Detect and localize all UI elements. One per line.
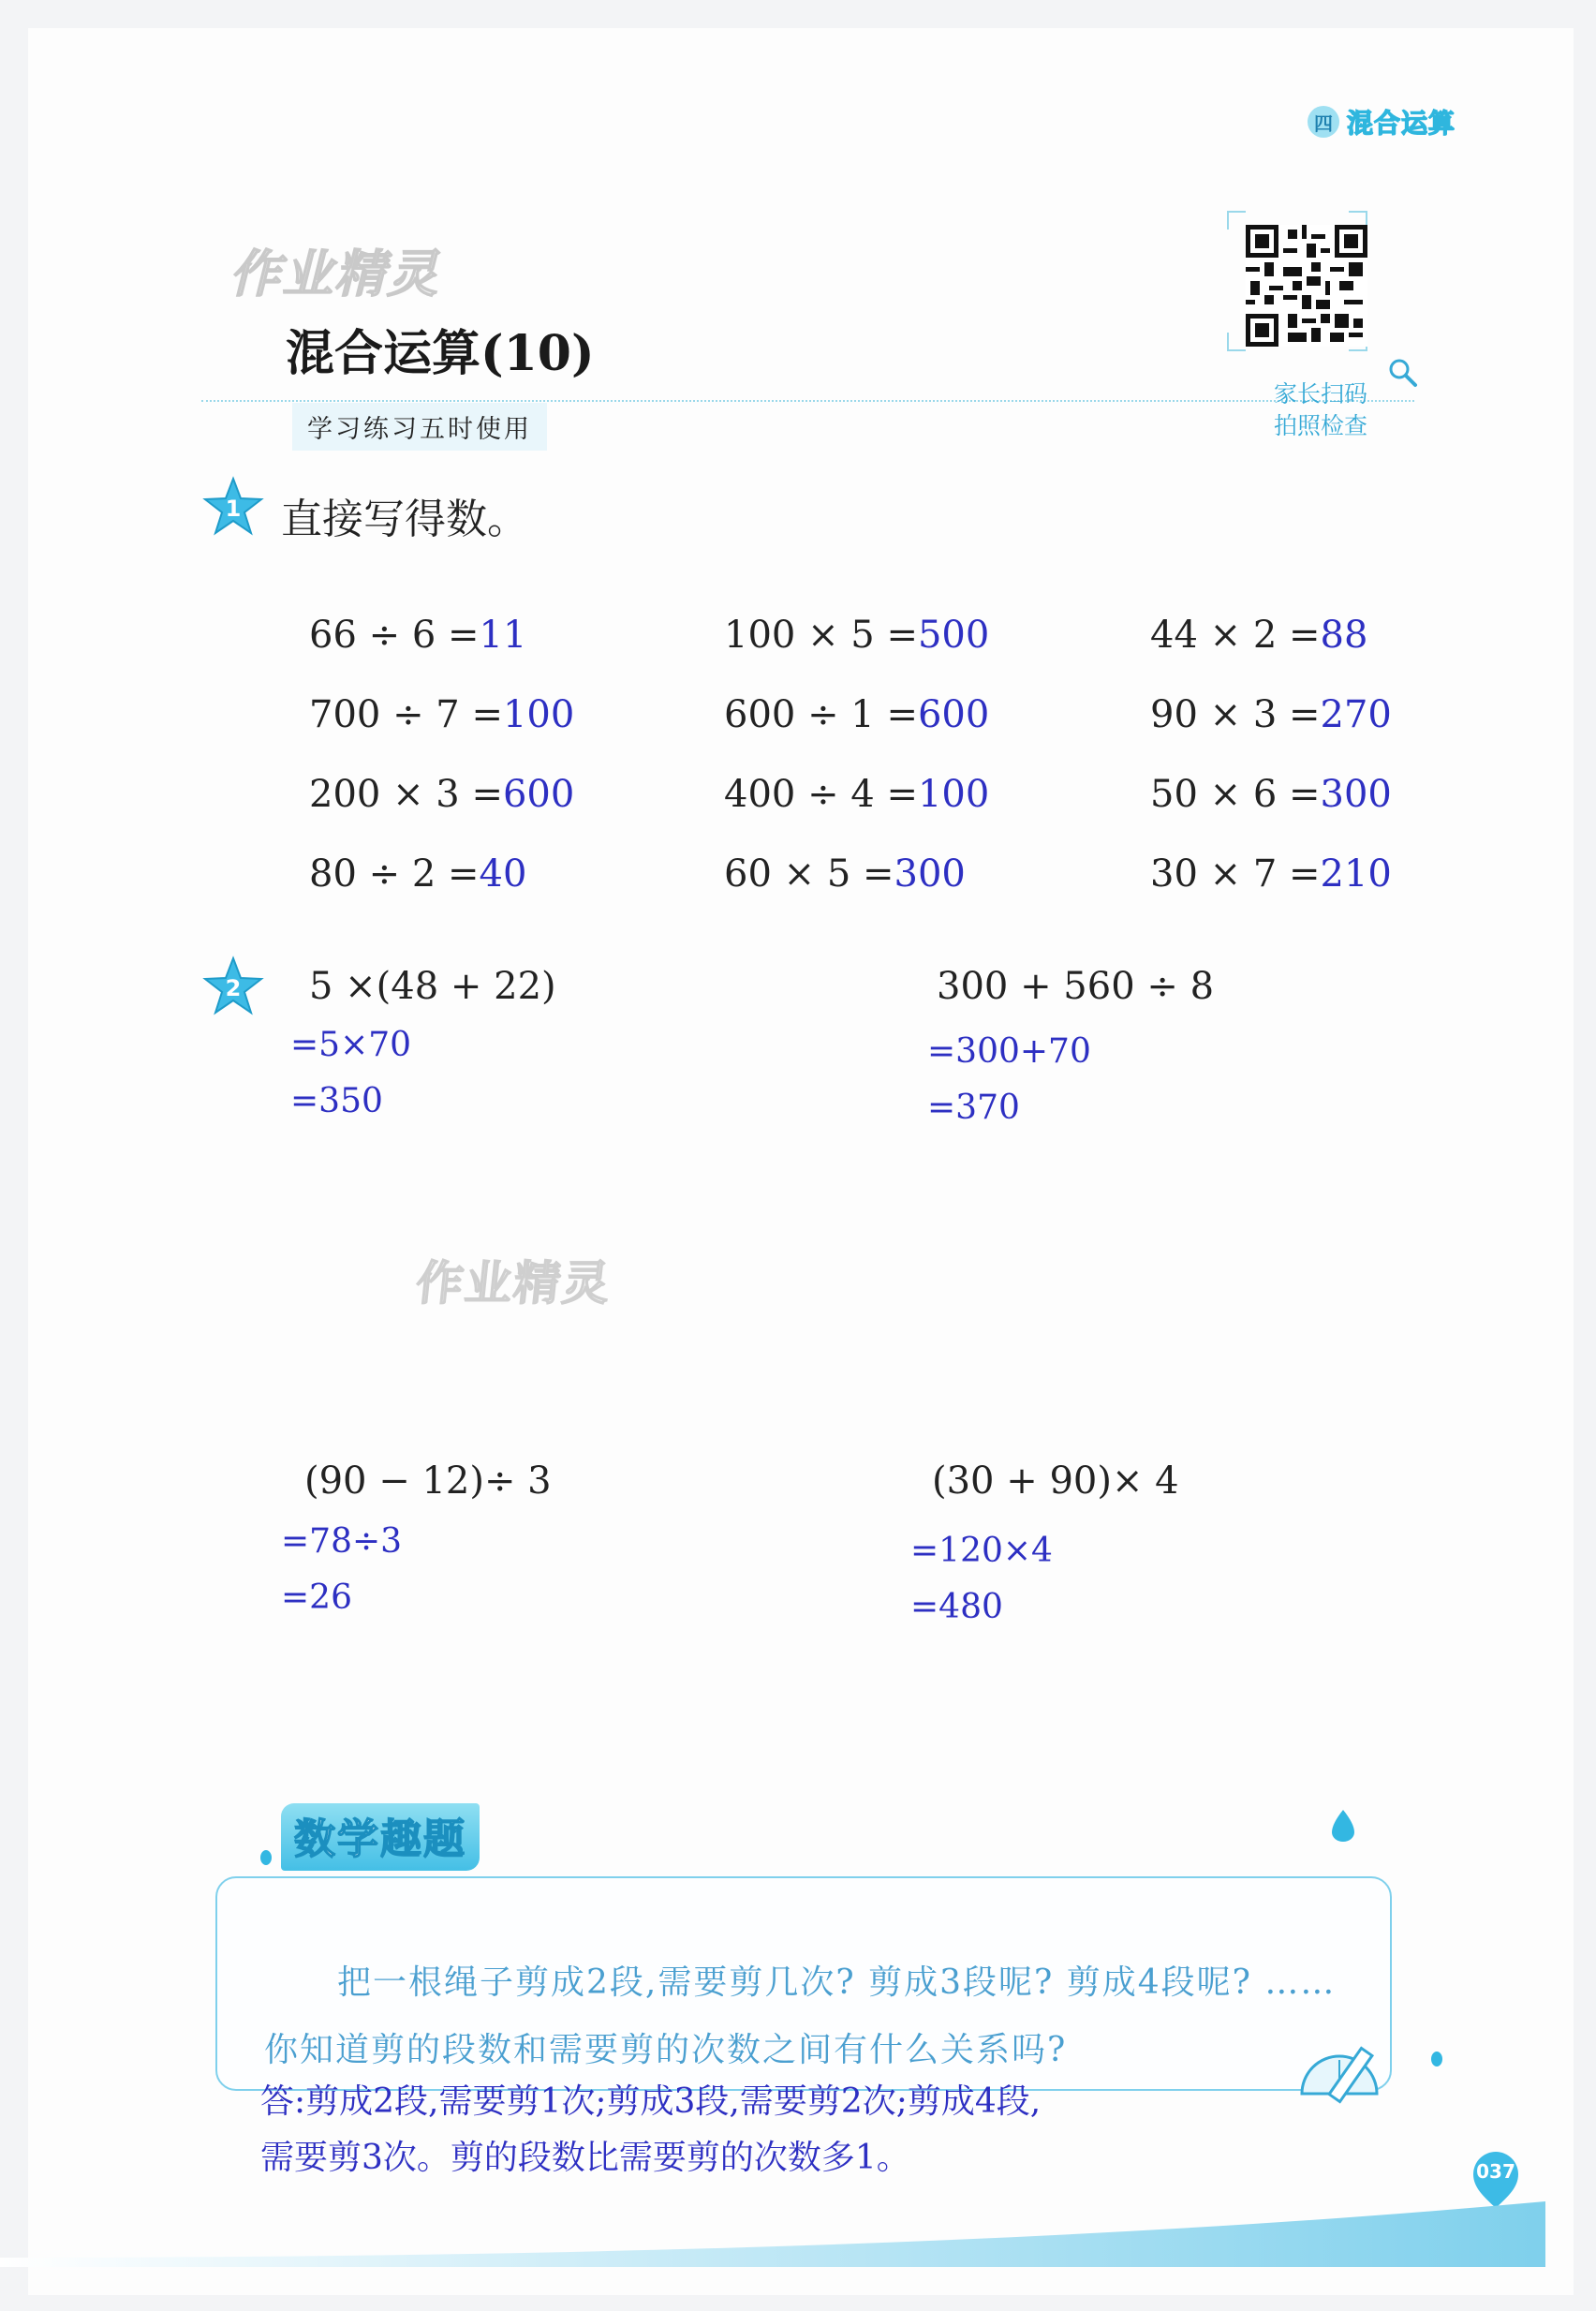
q1-answer: 270 xyxy=(1320,693,1392,736)
q2-work-step: =120×4 xyxy=(910,1532,1053,1570)
question-1-title: 直接写得数。 xyxy=(281,496,528,543)
title-number: (10) xyxy=(480,325,595,382)
header-divider xyxy=(201,400,1414,402)
q1-answer: 88 xyxy=(1320,614,1368,657)
q1-answer: 600 xyxy=(917,693,990,736)
q1-item: 200 × 3 =600 xyxy=(309,773,575,816)
q2-expression: 300 + 560 ÷ 8 xyxy=(937,965,1215,1008)
q1-answer: 40 xyxy=(479,852,527,896)
q1-item: 100 × 5 =500 xyxy=(724,614,990,657)
star-icon xyxy=(202,956,264,1017)
q1-answer: 600 xyxy=(502,773,575,816)
decor-dot xyxy=(1431,2052,1442,2067)
q1-item: 600 ÷ 1 =600 xyxy=(724,693,990,736)
chapter-number: 四 xyxy=(1308,106,1339,138)
question-number: 1 xyxy=(225,496,242,522)
q1-item: 44 × 2 =88 xyxy=(1150,614,1368,657)
fun-question-line: 把一根绳子剪成2段,需要剪几次? 剪成3段呢? 剪成4段呢? …… xyxy=(337,1963,1337,2002)
q2-work-step: =480 xyxy=(910,1588,1003,1626)
watermark-logo: 作业精灵 xyxy=(229,244,439,304)
q1-item: 400 ÷ 4 =100 xyxy=(724,773,990,816)
page-title xyxy=(286,314,595,384)
question-number: 2 xyxy=(225,975,242,1001)
q2-work-step: =350 xyxy=(290,1082,383,1120)
q2-work-step: =78÷3 xyxy=(281,1522,403,1561)
q1-item: 80 ÷ 2 =40 xyxy=(309,852,527,896)
q2-work-step: =26 xyxy=(281,1578,352,1617)
fun-answer-line: 答:剪成2段,需要剪1次;剪成3段,需要剪2次;剪成4段, xyxy=(260,2082,1042,2121)
chapter-title: 混合运算 xyxy=(1346,108,1456,139)
page-number: 037 xyxy=(1476,2160,1515,2183)
q1-item: 30 × 7 =210 xyxy=(1150,852,1392,896)
droplet-icon xyxy=(1330,1808,1356,1842)
q2-expression: 5 ×(48 + 22) xyxy=(309,965,556,1008)
decor-dot xyxy=(260,1850,272,1865)
q2-expression: (90 − 12)÷ 3 xyxy=(304,1459,552,1503)
fun-question-line: 你知道剪的段数和需要剪的次数之间有什么关系吗? xyxy=(264,2031,1068,2069)
q2-work-step: =300+70 xyxy=(927,1032,1091,1071)
q1-answer: 500 xyxy=(917,614,990,657)
q1-item: 66 ÷ 6 =11 xyxy=(309,614,527,657)
q1-answer: 100 xyxy=(917,773,990,816)
qr-code-icon[interactable] xyxy=(1246,225,1367,347)
q1-item: 60 × 5 =300 xyxy=(724,852,966,896)
star-icon xyxy=(202,476,264,538)
q1-item: 90 × 3 =270 xyxy=(1150,693,1392,736)
title-text: 混合运算 xyxy=(286,326,481,382)
q2-expression: (30 + 90)× 4 xyxy=(932,1459,1179,1503)
bottom-wave-decoration xyxy=(0,2192,1545,2267)
q1-answer: 300 xyxy=(894,852,966,896)
qr-caption: 家长扫码 拍照检查 xyxy=(1273,380,1367,439)
q1-answer: 100 xyxy=(502,693,575,736)
q1-item: 50 × 6 =300 xyxy=(1150,773,1392,816)
fun-section-label: 数学趣题 xyxy=(281,1803,480,1871)
fun-answer-line: 需要剪3次。剪的段数比需要剪的次数多1。 xyxy=(260,2139,910,2177)
q1-answer: 300 xyxy=(1320,773,1392,816)
ruler-protractor-icon xyxy=(1293,2037,1386,2112)
q2-work-step: =370 xyxy=(927,1089,1020,1127)
watermark-logo: 作业精灵 xyxy=(413,1256,614,1311)
q1-answer: 11 xyxy=(479,614,527,657)
q1-item: 700 ÷ 7 =100 xyxy=(309,693,575,736)
q1-answer: 210 xyxy=(1320,852,1392,896)
q2-work-step: =5×70 xyxy=(290,1026,412,1064)
subtitle: 学习练习五时使用 xyxy=(292,403,547,451)
chapter-tag xyxy=(1308,103,1456,141)
search-icon[interactable] xyxy=(1386,356,1420,390)
